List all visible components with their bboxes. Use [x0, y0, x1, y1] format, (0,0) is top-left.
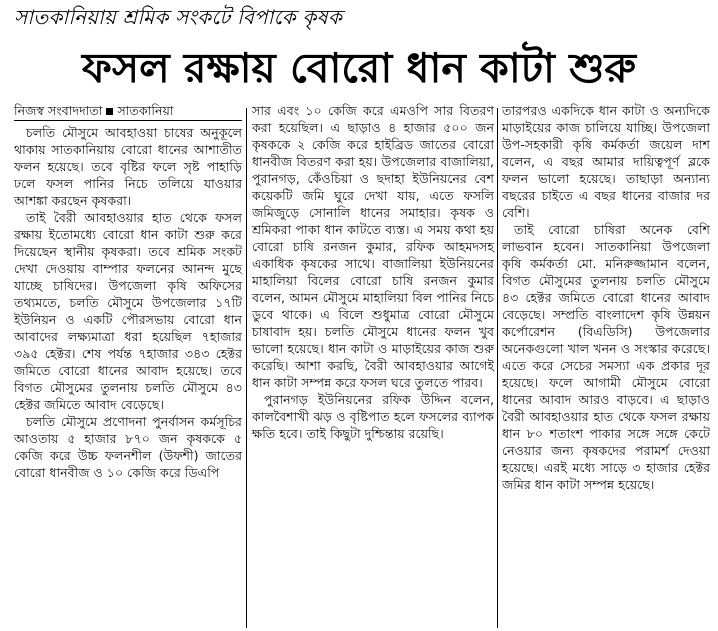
column-divider: [497, 108, 498, 628]
paragraph: চলতি মৌসুমে আবহাওয়া চাষের অনুকূলে থাকায় সাতকানিয়ায় বোরো ধানের আশাতীত ফলন হয়েছে। তবে বৃষ্টির ফলে সৃষ্ট পাহাড়ি ঢলে ফসল পানির নিচে তলিয়ে যাওয়ার আশঙ্কা করছেন কৃষকরা।: [14, 125, 242, 208]
kicker-subheadline: সাতকানিয়ায় শ্রমিক সংকটে বিপাকে কৃষক: [14, 5, 343, 29]
article-column-3: [502, 102, 710, 493]
byline: [14, 102, 242, 121]
reporter: নিজস্ব সংবাদদাতা: [14, 103, 103, 118]
paragraph: সার এবং ১০ কেজি করে এমওপি সার বিতরণ করা হয়েছিল। এ ছাড়াও ৪ হাজার ৫০০ জন কৃষককে ২ কেজি করে হাইব্রিড জাতের বোরো ধানবীজ বিতরণ করা হয়। উপজেলার বাজালিয়া, পুরানগড়, কেঁওচিয়া ও ছদাহা ইউনিয়নের বেশ কয়েকটি জমি ঘুরে দেখা যায়, এতে ফসলি জমিজুড়ে সোনালি ধানের সমাহার। কৃষক ও শ্রমিকরা পাকা ধান কাটতে ব্যস্ত। এ সময় কথা হয় বোরো চাষি রনজন কুমার, রফিক আহমদসহ একাধিক কৃষকের সাথে। বাজালিয়া ইউনিয়নের মাহালিয়া বিলের বোরো চাষি রনজন কুমার বলেন, আমন মৌসুমে মাহালিয়া বিল পানির নিচে ডুবে থাকে। এ বিলে শুধুমাত্র বোরো মৌসুমে চাষাবাদ হয়। চলতি মৌসুমে ধানের ফলন খুব ভালো হয়েছে। ধান কাটা ও মাড়াইয়ের কাজ শুরু করেছি। আশা করছি, বৈরী আবহাওয়ার আগেই ধান কাটা সম্পন্ন করে ফসল ঘরে তুলতে পারব।: [252, 103, 494, 390]
column-divider: [246, 108, 247, 628]
article-column-1: [14, 102, 242, 481]
paragraph: তাই বৈরী আবহাওয়ার হাত থেকে ফসল রক্ষায় ইতোমধ্যে বোরো ধান কাটা শুরু করে দিয়েছেন স্থানীয় কৃষকরা। তবে শ্রমিক সংকট দেখা দেওয়ায় বাম্পার ফলনের আনন্দ মুছে যাচ্ছে চাষিদের। উপজেলা কৃষি অফিসের তথ্যমতে, চলতি মৌসুমে উপজেলার ১৭টি ইউনিয়ন ও একটি পৌরসভায় বোরো ধান আবাদের লক্ষ্যমাত্রা ধরা হয়েছিল ৭হাজার ৩৯৫ হেক্টর। শেষ পর্যন্ত ৭হাজার ৩৪৩ হেক্টর জমিতে বোরো ধানের আবাদ হয়েছে। তবে বিগত মৌসুমের তুলনায় চলতি মৌসুমে ৪৩ হেক্টর জমিতে আবাদ বেড়েছে।: [14, 210, 242, 412]
article-column-2: [252, 102, 494, 442]
paragraph: তাই বোরো চাষিরা অনেক বেশি লাভবান হবেন। সাতকানিয়া উপজেলা কৃষি কর্মকর্তা মো. মনিরুজ্জামান বলেন, বিগত মৌসুমের তুলনায় চলতি মৌসুমে ৪৩ হেক্টর জমিতে বোরো ধানের আবাদ বেড়েছে। সম্প্রতি বাংলাদেশ কৃষি উন্নয়ন কর্পোরেশন (বিএডিসি) উপজেলার অনেকগুলো খাল খনন ও সংস্কার করেছে। এতে করে সেচের সমস্যা এক প্রকার দূর হয়েছে। ফলে আগামী মৌসুমে বোরো ধানের আবাদ আরও বাড়বে। এ ছাড়াও বৈরী আবহাওয়ার হাত থেকে ফসল রক্ষায় ধান ৮০ শতাংশ পাকার সঙ্গে সঙ্গে কেটে নেওয়ার জন্য কৃষকদের পরামর্শ দেওয়া হয়েছে। এরই মধ্যে সাড়ে ৩ হাজার হেক্টর জমির ধান কাটা সম্পন্ন হয়েছে।: [502, 222, 710, 492]
headline: ফসল রক্ষায় বোরো ধান কাটা শুরু: [82, 44, 636, 92]
square-bullet-icon: [106, 108, 113, 115]
location: সাতকানিয়া: [117, 103, 174, 118]
paragraph: চলতি মৌসুমে প্রণোদনা পুনর্বাসন কর্মসূচির আওতায় ৫ হাজার ৮৭০ জন কৃষককে ৫ কেজি করে উচ্চ ফলনশীল (উফশী) জাতের বোরো ধানবীজ ও ১০ কেজি করে ডিএপি: [14, 414, 242, 480]
paragraph: পুরানগড় ইউনিয়নের রফিক উদ্দিন বলেন, কালবৈশাখী ঝড় ও বৃষ্টিপাত হলে ফসলের ব্যাপক ক্ষতি হবে। তাই কিছুটা দুশ্চিন্তায় রয়েছি।: [252, 392, 494, 441]
paragraph: তারপরও একদিকে ধান কাটা ও অন্যদিকে মাড়াইয়ের কাজ চালিয়ে যাচ্ছি। উপজেলা উপ-সহকারী কৃষি কর্মকর্তা জয়েল দাশ বলেন, এ বছর আমার দায়িত্বপূর্ণ ব্লকে ফলন ভালো হয়েছে। তাছাড়া অন্যান্য বছরের চাইতে এ বছর ধানের বাজার দর বেশি।: [502, 103, 710, 220]
